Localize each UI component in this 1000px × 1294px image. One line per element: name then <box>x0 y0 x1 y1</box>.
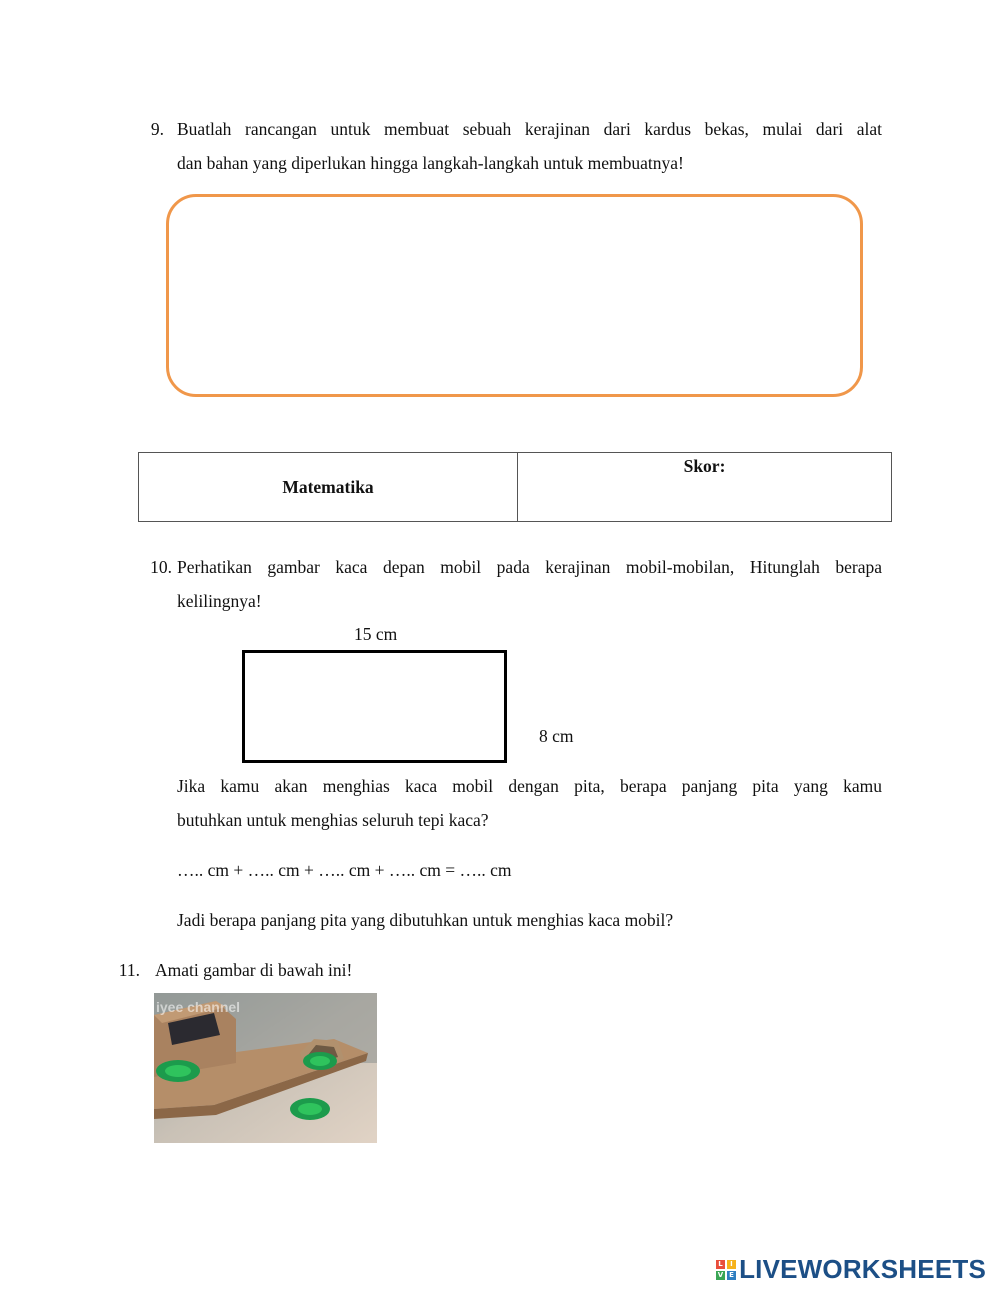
logo-letter-i: I <box>727 1260 736 1269</box>
score-table <box>138 452 892 522</box>
logo-letter-e: E <box>727 1271 736 1280</box>
liveworksheets-logo[interactable] <box>716 1254 986 1285</box>
question-10-text-line-1: Perhatikan gambar kaca depan mobil pada kerajinan mobil-mobilan, Hitunglah berapa <box>177 557 882 577</box>
logo-letter-l: L <box>716 1260 725 1269</box>
subject-cell: Matematika <box>139 453 518 521</box>
rectangle-width-label: 15 cm <box>354 624 398 644</box>
score-cell: Skor: <box>683 456 726 476</box>
question-11-text: Amati gambar di bawah ini! <box>155 960 353 980</box>
question-9-text-line-1: Buatlah rancangan untuk membuat sebuah kerajinan dari kardus bekas, mulai dari alat <box>177 119 882 139</box>
question-11-number: 11. <box>118 960 140 980</box>
perimeter-equation[interactable]: ….. cm + ….. cm + ….. cm + ….. cm = ….. cm <box>177 860 512 880</box>
question-10-text-line-2: kelilingnya! <box>177 591 262 611</box>
photo-watermark: iyee channel <box>156 999 241 1015</box>
windshield-rectangle <box>242 650 507 763</box>
question-10-number: 10. <box>150 557 172 577</box>
question-10-prompt-line-2: butuhkan untuk menghias seluruh tepi kaca? <box>177 810 489 830</box>
logo-letter-v: V <box>717 1270 724 1279</box>
answer-box[interactable] <box>166 194 863 397</box>
brand-name: LIVEWORKSHEETS <box>739 1254 986 1284</box>
question-9-text-line-2: dan bahan yang diperlukan hingga langkah-langkah untuk membuatnya! <box>177 153 684 173</box>
question-10-prompt-line-1: Jika kamu akan menghias kaca mobil dengan pita, berapa panjang pita yang kamu <box>177 776 882 796</box>
rectangle-height-label: 8 cm <box>539 726 574 746</box>
liveworksheets-logo-icon <box>716 1260 736 1280</box>
question-9-number: 9. <box>150 119 164 139</box>
cardboard-car-photo <box>154 993 377 1143</box>
question-10-closing: Jadi berapa panjang pita yang dibutuhkan untuk menghias kaca mobil? <box>177 910 674 930</box>
